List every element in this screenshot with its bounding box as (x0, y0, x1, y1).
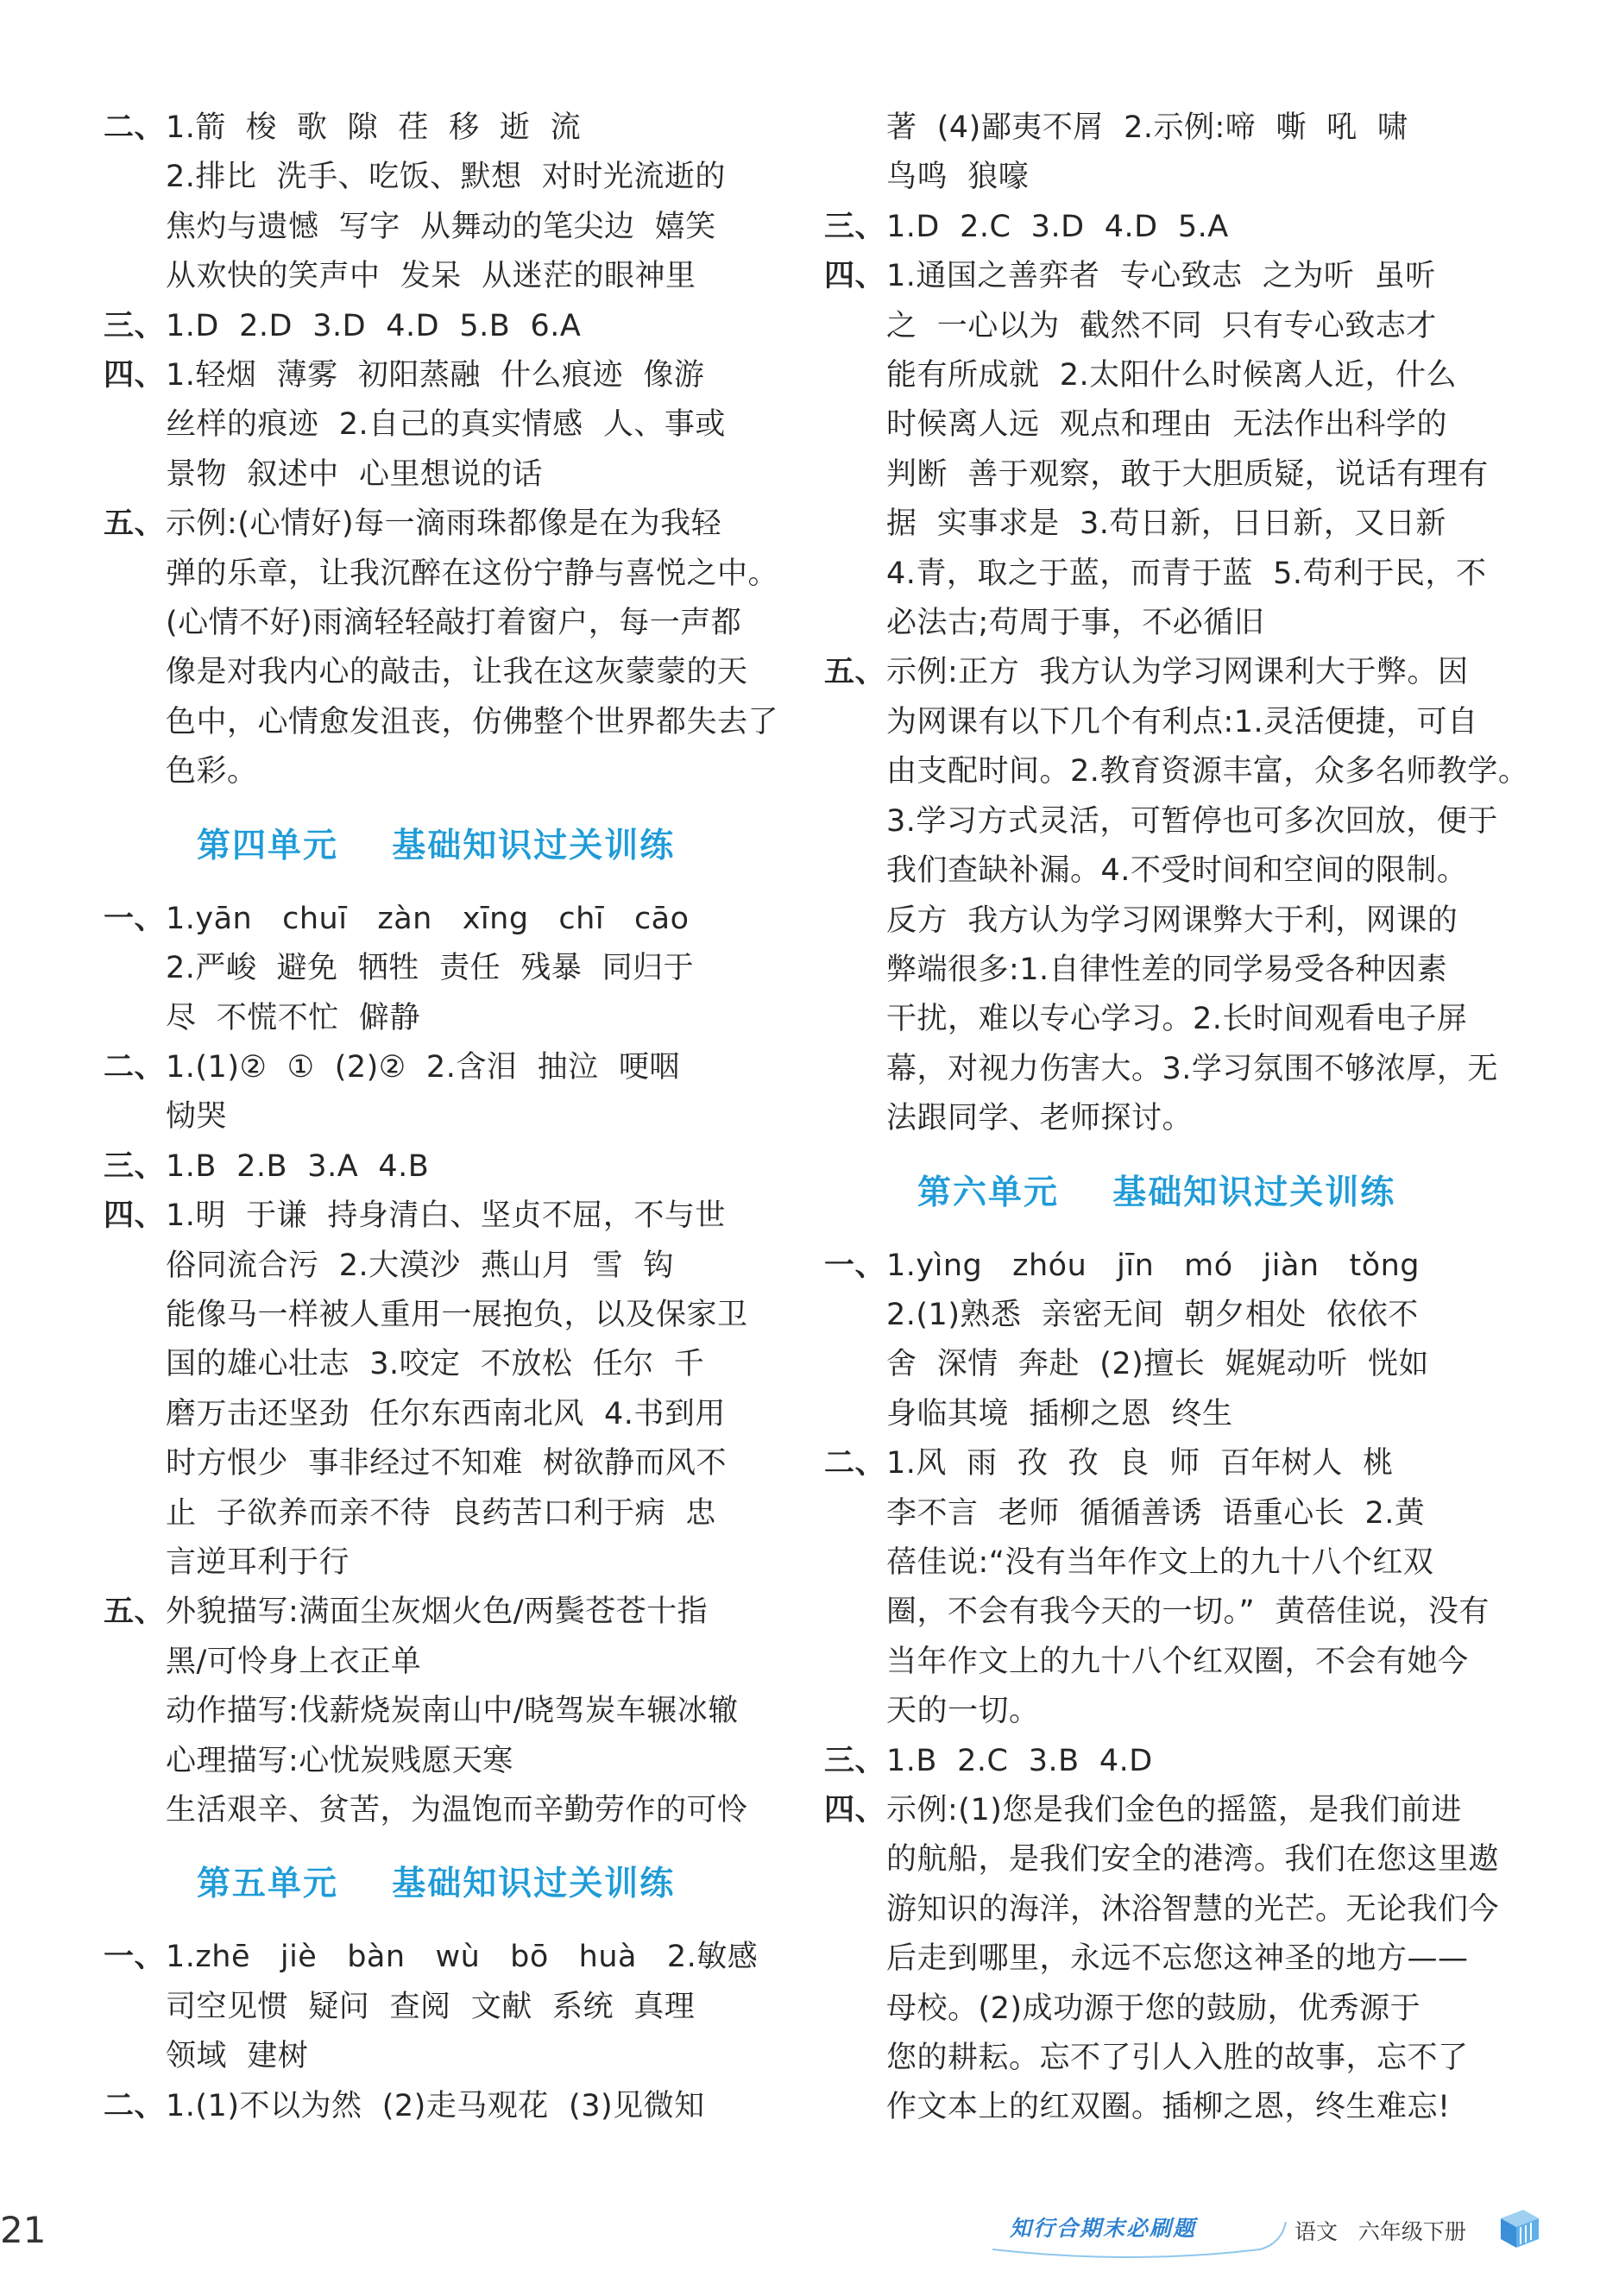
answer-line (824, 2034, 1493, 2083)
answer-text: 著 (4)鄙夷不屑 2.示例:啼 嘶 吼 啸 (886, 110, 1408, 145)
answer-line (824, 1538, 1493, 1588)
answer-text: 据 实事求是 3.苟日新，日日新，又日新 (886, 506, 1446, 542)
answer-line (824, 599, 1493, 648)
unit5-answers (104, 1933, 772, 2131)
answer-text: 黑/可怜身上衣正单 (166, 1644, 422, 1679)
answer-text: 2.(1)熟悉 亲密无间 朝夕相处 依依不 (886, 1297, 1419, 1332)
answer-text: 国的雄心壮志 3.咬定 不放松 任尔 千 (166, 1347, 705, 1382)
answer-line (824, 1291, 1493, 1340)
answer-text: 能像马一样被人重用一展抱负，以及保家卫 (166, 1297, 748, 1332)
answer-text: 色彩。 (166, 754, 258, 789)
answer-text: 色中，心情愈发沮丧，仿佛整个世界都失去了 (166, 704, 779, 739)
answer-text: 弊端很多:1.自律性差的同学易受各种因素 (886, 952, 1448, 987)
answer-line (104, 895, 772, 944)
answer-line (104, 1538, 772, 1588)
answer-line (824, 1439, 1493, 1488)
answer-line (824, 1835, 1500, 1884)
unit4-title: 第四单元 基础知识过关训练 (197, 826, 676, 865)
answer-text: 2.严峻 避免 牺牲 责任 残暴 同归于 (166, 951, 695, 986)
answer-text: 丝样的痕迹 2.自己的真实情感 人、事或 (166, 407, 726, 443)
answer-text: 由支配时间。2.教育资源丰富，众多名师教学。 (886, 754, 1529, 789)
answer-line (104, 104, 772, 153)
answer-text: 示例:正方 我方认为学习网课利大于弊。因 (886, 655, 1469, 690)
answer-text: (心情不好)雨滴轻轻敲打着窗户，每一声都 (166, 606, 742, 641)
answer-text: 作文本上的红双圈。插柳之恩，终生难忘! (886, 2090, 1451, 2125)
answer-text: 判断 善于观察，敢于大胆质疑，说话有理有 (886, 456, 1489, 492)
right-column (824, 104, 1529, 2133)
answer-line (104, 994, 772, 1043)
answer-text: 示例:(心情好)每一滴雨珠都像是在为我轻 (166, 506, 722, 542)
answer-line (824, 351, 1493, 400)
answer-text: 法跟同学、老师探讨。 (886, 1101, 1194, 1136)
answer-text: 焦灼与遗憾 写字 从舞动的笔尖边 嬉笑 (166, 209, 716, 244)
answer-text: 圈，不会有我今天的一切。” 黄蓓佳说，没有 (886, 1595, 1490, 1630)
answer-line (824, 302, 1493, 351)
left-column (104, 104, 779, 2131)
answer-line (104, 1142, 772, 1192)
answer-line (824, 104, 1493, 153)
answer-text: 尽 不慌不忙 僻静 (166, 1000, 421, 1035)
answer-text: 1.轻烟 薄雾 初阳蒸融 什么痕迹 像游 (166, 358, 705, 393)
answer-text: 鸟鸣 狼嚎 (886, 160, 1030, 195)
question-number: 二、 (824, 1446, 886, 1481)
unit4-answers (104, 895, 772, 1836)
unit6-title: 第六单元 基础知识过关训练 (917, 1173, 1396, 1212)
answer-line (104, 252, 772, 301)
answer-text: 景物 叙述中 心里想说的话 (166, 456, 544, 492)
answer-line (104, 648, 772, 697)
answer-line (104, 400, 772, 450)
answer-text: 舍 深情 奔赴 (2)擅长 娓娓动听 恍如 (886, 1347, 1429, 1382)
answer-line (104, 450, 772, 500)
question-number: 三、 (824, 1743, 886, 1778)
answer-line (824, 747, 1529, 796)
answer-line (824, 1786, 1493, 1835)
answer-text: 止 子欲养而亲不待 良药苦口利于病 忠 (166, 1495, 716, 1531)
answer-text: 1.D 2.D 3.D 4.D 5.B 6.A (166, 308, 582, 343)
answer-line (104, 1043, 772, 1092)
question-number: 二、 (104, 2088, 166, 2123)
answer-line (824, 203, 1493, 252)
answer-text: 反方 我方认为学习网课弊大于利，网课的 (886, 903, 1458, 938)
question-number: 三、 (104, 308, 166, 343)
answer-line (104, 153, 772, 202)
question-number: 一、 (104, 901, 166, 936)
answer-text: 领域 建树 (166, 2039, 309, 2074)
answer-line (104, 1489, 772, 1538)
answer-text: 1.B 2.B 3.A 4.B (166, 1148, 430, 1184)
answer-line (824, 1737, 1493, 1786)
answer-text: 司空见惯 疑问 查阅 文献 系统 真理 (166, 1989, 696, 2024)
answer-line (104, 1340, 772, 1389)
answer-line (104, 747, 772, 796)
unit5-title: 第五单元 基础知识过关训练 (197, 1865, 676, 1904)
answer-line (104, 1439, 772, 1488)
answer-line (104, 1687, 772, 1736)
footer-brand: 知行合期末必刷题 (1010, 2216, 1197, 2241)
answer-line (824, 1985, 1493, 2034)
answer-text: 2.排比 洗手、吃饭、默想 对时光流逝的 (166, 160, 726, 195)
answer-line (824, 797, 1498, 846)
answer-line (824, 1885, 1500, 1934)
answer-text: 1.(1)② ① (2)② 2.含泪 抽泣 哽咽 (166, 1049, 680, 1085)
answer-text: 3.学习方式灵活，可暂停也可多次回放，便于 (886, 803, 1498, 839)
book-stack-icon (1497, 2206, 1542, 2251)
question-number: 一、 (824, 1248, 886, 1283)
answer-text: 蓓佳说:“没有当年作文上的九十八个红双 (886, 1544, 1434, 1580)
answer-text: 心理描写:心忧炭贱愿天寒 (166, 1743, 513, 1778)
answer-text: 恸哭 (166, 1099, 228, 1135)
answer-line (824, 1638, 1493, 1687)
answer-text: 像是对我内心的敲击，让我在这灰蒙蒙的天 (166, 655, 748, 690)
answer-line (824, 698, 1493, 747)
answer-text: 1.通国之善弈者 专心致志 之为听 虽听 (886, 259, 1436, 294)
answer-text: 能有所成就 2.太阳什么时候离人近，什么 (886, 358, 1458, 393)
answer-text: 从欢快的笑声中 发呆 从迷茫的眼神里 (166, 259, 696, 294)
footer (984, 2205, 1553, 2261)
answer-line (824, 153, 1493, 202)
answer-text: 1.(1)不以为然 (2)走马观花 (3)见微知 (166, 2088, 705, 2123)
answer-line (824, 946, 1493, 995)
answer-line (824, 400, 1493, 450)
answer-line (104, 1737, 772, 1786)
answer-text: 身临其境 插柳之恩 终生 (886, 1396, 1233, 1431)
answer-text: 必法古;苟周于事，不必循旧 (886, 606, 1265, 641)
answer-line (104, 1786, 772, 1835)
answer-line (824, 450, 1493, 500)
answer-line (104, 1390, 772, 1439)
question-number: 一、 (104, 1940, 166, 1975)
question-number: 五、 (104, 506, 166, 542)
answer-line (104, 2032, 772, 2081)
answer-text: 母校。(2)成功源于您的鼓励，优秀源于 (886, 1991, 1421, 2026)
question-number: 四、 (104, 1198, 166, 1234)
answer-line (824, 550, 1493, 599)
answer-text: 游知识的海洋，沐浴智慧的光芒。无论我们今 (886, 1891, 1500, 1927)
question-number: 四、 (824, 259, 886, 294)
question-number: 四、 (824, 1793, 886, 1827)
answer-line (104, 1933, 772, 1982)
footer-subject-grade: 语文 六年级下册 (1294, 2219, 1466, 2244)
answer-line (824, 1094, 1493, 1143)
unit5-answers-continued (824, 104, 1529, 1144)
question-number: 二、 (104, 110, 166, 145)
answer-text: 弹的乐章，让我沉醉在这份宁静与喜悦之中。 (166, 556, 779, 591)
answer-line (104, 1192, 772, 1241)
answer-line (824, 252, 1493, 301)
answer-text: 您的耕耘。忘不了引人入胜的故事，忘不了 (886, 2041, 1469, 2076)
answer-line (824, 1489, 1493, 1538)
answer-text: 俗同流合污 2.大漠沙 燕山月 雪 钩 (166, 1248, 674, 1283)
answer-text: 1.yān chuī zàn xīng chī cāo (166, 901, 690, 936)
answer-text: 1.风 雨 孜 孜 良 师 百年树人 桃 (886, 1446, 1394, 1481)
answer-line (104, 351, 772, 400)
answer-text: 时方恨少 事非经过不知难 树欲静而风不 (166, 1446, 728, 1481)
answer-text: 1.yìng zhóu jīn mó jiàn tǒng (886, 1248, 1420, 1283)
answer-line (104, 302, 772, 351)
answer-line (104, 550, 779, 599)
answer-line (824, 1390, 1493, 1439)
answer-line (104, 599, 772, 648)
unit3-answers (104, 104, 779, 797)
answer-text: 幕，对视力伤害大。3.学习氛围不够浓厚，无 (886, 1051, 1498, 1086)
answer-line (824, 896, 1493, 946)
page-number: 21 (0, 2209, 47, 2251)
answer-text: 外貌描写:满面尘灰烟火色/两鬓苍苍十指 (166, 1595, 709, 1630)
answer-text: 后走到哪里，永远不忘您这神圣的地方—— (886, 1941, 1469, 1977)
answer-text: 1.箭 梭 歌 隙 荏 移 逝 流 (166, 110, 582, 145)
question-number: 五、 (104, 1595, 166, 1630)
answer-text: 4.青，取之于蓝，而青于蓝 5.苟利于民，不 (886, 556, 1487, 591)
answer-text: 示例:(1)您是我们金色的摇篮，是我们前进 (886, 1793, 1462, 1827)
answer-line (104, 944, 772, 993)
answer-line (104, 1983, 772, 2032)
answer-line (104, 203, 772, 252)
answer-text: 1.D 2.C 3.D 4.D 5.A (886, 209, 1229, 244)
answer-line (104, 1092, 772, 1142)
answer-line (104, 1588, 772, 1637)
answer-line (824, 1045, 1498, 1094)
answer-line (824, 1340, 1493, 1389)
answer-text: 天的一切。 (886, 1694, 1040, 1729)
answer-text: 言逆耳利于行 (166, 1544, 350, 1580)
answer-text: 生活艰辛、贫苦，为温饱而辛勤劳作的可怜 (166, 1793, 748, 1827)
answer-line (104, 1291, 772, 1340)
question-number: 四、 (104, 358, 166, 393)
question-number: 三、 (824, 209, 886, 244)
question-number: 三、 (104, 1148, 166, 1184)
answer-text: 磨万击还坚劲 任尔东西南北风 4.书到用 (166, 1396, 726, 1431)
answer-line (104, 2082, 772, 2131)
question-number: 二、 (104, 1049, 166, 1085)
answer-text: 的航船，是我们安全的港湾。我们在您这里遨 (886, 1842, 1500, 1878)
answer-text: 我们查缺补漏。4.不受时间和空间的限制。 (886, 853, 1468, 889)
answer-text: 为网课有以下几个有利点:1.灵活便捷，可自 (886, 704, 1478, 739)
answer-line (824, 648, 1493, 697)
answer-line (104, 1638, 772, 1687)
answer-text: 1.B 2.C 3.B 4.D (886, 1743, 1153, 1778)
answer-line (824, 1588, 1493, 1637)
answer-text: 李不言 老师 循循善诱 语重心长 2.黄 (886, 1495, 1426, 1531)
answer-text: 之 一心以为 截然不同 只有专心致志才 (886, 308, 1437, 343)
answer-line (824, 2083, 1493, 2132)
answer-line (104, 500, 772, 549)
answer-text: 当年作文上的九十八个红双圈，不会有她今 (886, 1644, 1469, 1679)
answer-line (104, 698, 779, 747)
unit6-answers (824, 1242, 1500, 2133)
answer-text: 时候离人远 观点和理由 无法作出科学的 (886, 407, 1448, 443)
question-number: 五、 (824, 655, 886, 690)
answer-line (824, 846, 1493, 896)
answer-line (824, 1934, 1493, 1984)
answer-text: 干扰，难以专心学习。2.长时间观看电子屏 (886, 1002, 1468, 1037)
answer-line (824, 1687, 1493, 1736)
answer-line (104, 1242, 772, 1291)
answer-line (824, 1242, 1493, 1291)
answer-text: 1.zhē jiè bàn wù bō huà 2.敏感 (166, 1940, 759, 1975)
answer-text: 动作描写:伐薪烧炭南山中/晓驾炭车辗冰辙 (166, 1694, 739, 1729)
answer-text: 1.明 于谦 持身清白、坚贞不屈，不与世 (166, 1198, 726, 1234)
answer-line (824, 995, 1493, 1044)
answer-line (824, 500, 1493, 549)
